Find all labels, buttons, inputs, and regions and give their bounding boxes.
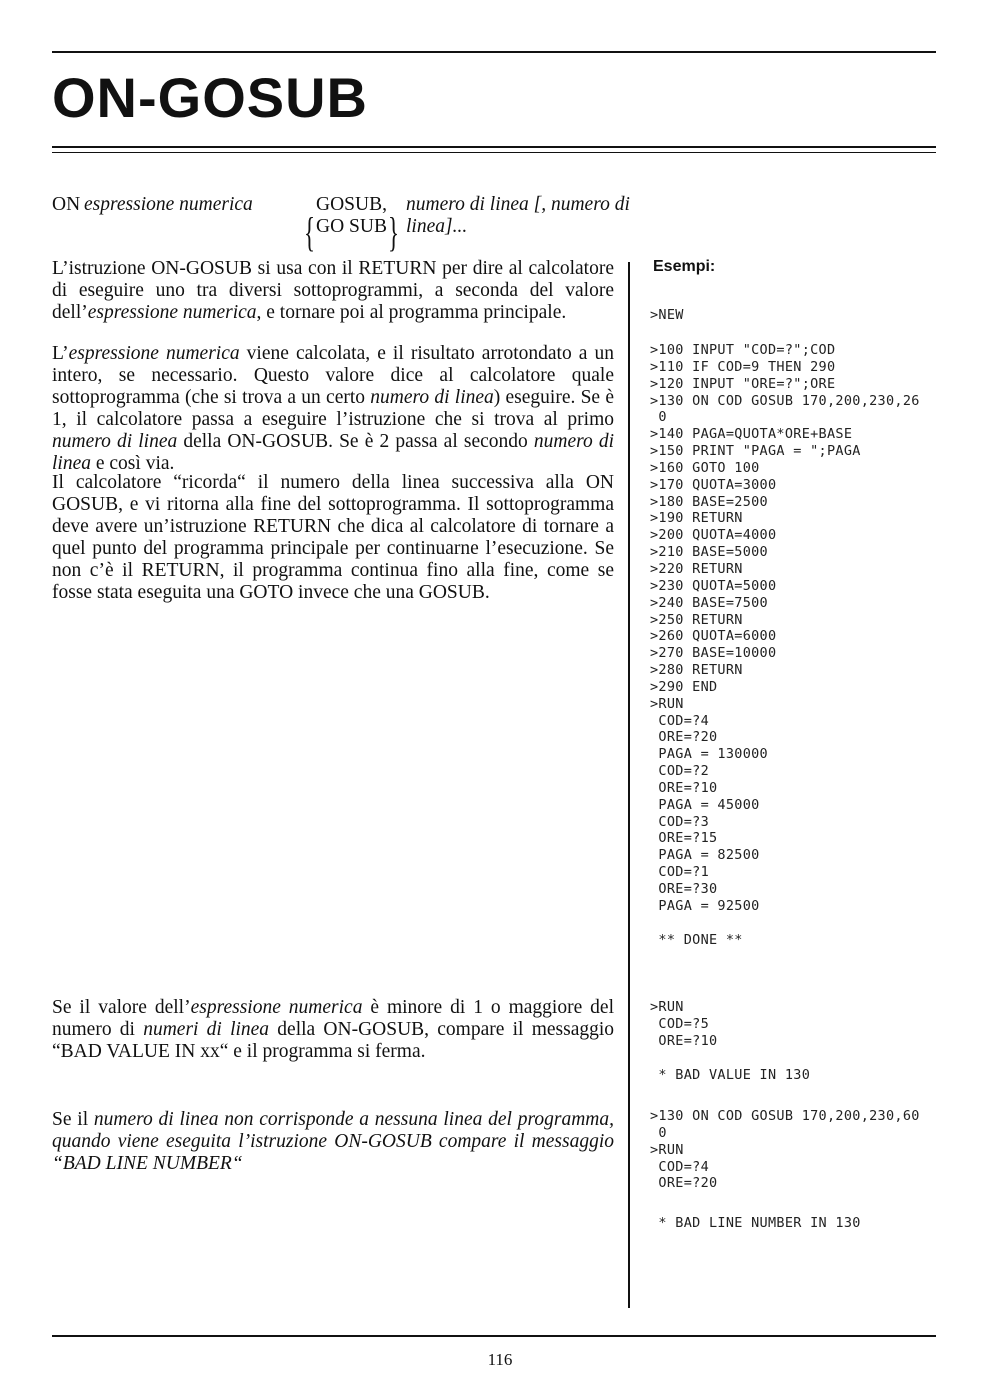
- page-title: ON-GOSUB: [52, 66, 368, 129]
- paragraph-2: L’espressione numerica viene calcolata, e il risultato arrotondato a un intero, se necessario. Questo valore dice al calcolatore quale sottoprogramma (che si trova a un certo numero di linea) eseguire. Se è 1, il calcolatore passa a eseguire l’istruzione che si trova al primo numero di linea della ON-GOSUB. Se è 2 passa al secondo numero di linea e così via.: [52, 343, 614, 474]
- right-brace: }: [388, 210, 400, 255]
- syntax-line-numbers: numero di linea [, numero di linea]...: [406, 194, 630, 237]
- syntax-expression: espressione numerica: [84, 194, 253, 215]
- code-run-bad-value: >RUN COD=?5 ORE=?10: [650, 999, 718, 1049]
- code-new: >NEW: [650, 307, 684, 323]
- column-divider: [628, 262, 630, 1308]
- paragraph-3: Il calcolatore “ricorda“ il numero della linea successiva alla ON GOSUB, e vi ritorna alla fine del sottoprogramma. Il sottoprogramma deve avere un’istruzione RETURN che dica al calcolatore di tornare a quel punto del programma principale per continuarne l’esecuzione. Se non c’è il RETURN, il programma continua fino alla fine, come se fosse stata eseguita una GOTO invece che una GOSUB.: [52, 472, 614, 603]
- syntax-line: [52, 192, 652, 255]
- title-rule-thick: [52, 146, 936, 148]
- paragraph-1: L’istruzione ON-GOSUB si usa con il RETURN per dire al calcolatore di eseguire uno tra diversi sottoprogrammi, a seconda del valore dell’espressione numerica, e tornare poi al programma principale.: [52, 258, 614, 323]
- code-bad-value-message: * BAD VALUE IN 130: [650, 1067, 811, 1083]
- bottom-rule: [52, 1335, 936, 1337]
- code-bad-line-message: * BAD LINE NUMBER IN 130: [650, 1215, 861, 1231]
- code-done: ** DONE **: [650, 932, 743, 948]
- left-brace: {: [304, 210, 316, 255]
- paragraph-4: Se il valore dell’espressione numerica è minore di 1 o maggiore del numero di numeri di linea della ON-GOSUB, compare il messaggio “BAD VALUE IN xx“ e il programma si ferma.: [52, 997, 615, 1062]
- title-rule-thin: [52, 152, 936, 153]
- syntax-keyword: ON: [52, 194, 81, 215]
- syntax-gosub: GOSUB,: [316, 194, 387, 215]
- top-rule: [52, 51, 936, 53]
- syntax-go-sub: GO SUB: [316, 216, 387, 237]
- code-program-listing: >100 INPUT "COD=?";COD >110 IF COD=9 THEN 290 >120 INPUT "ORE=?";ORE >130 ON COD GOSUB 170,200,230,26 0 >140 PAGA=QUOTA*ORE+BASE >150 PRINT "PAGA = ";PAGA >160 GOTO 100 >170 QUOTA=3000 >180 BASE=2500 >190 RETURN >200 QUOTA=4000 >210 BASE=5000 >220 RETURN >230 QUOTA=5000 >240 BASE=7500 >250 RETURN >260 QUOTA=6000 >270 BASE=10000 >280 RETURN >290 END >RUN COD=?4 ORE=?20 PAGA = 130000 COD=?2 ORE=?10 PAGA = 45000 COD=?3 ORE=?15 PAGA = 82500 COD=?1 ORE=?30 PAGA = 92500: [650, 342, 920, 914]
- examples-heading: Esempi:: [653, 258, 716, 275]
- paragraph-5: Se il numero di linea non corrisponde a nessuna linea del programma, quando viene eseguita l’istruzione ON-GOSUB compare il messaggio “BAD LINE NUMBER“: [52, 1109, 614, 1174]
- page-number: 116: [487, 1350, 513, 1369]
- code-bad-line-listing: >130 ON COD GOSUB 170,200,230,60 0 >RUN COD=?4 ORE=?20: [650, 1108, 920, 1192]
